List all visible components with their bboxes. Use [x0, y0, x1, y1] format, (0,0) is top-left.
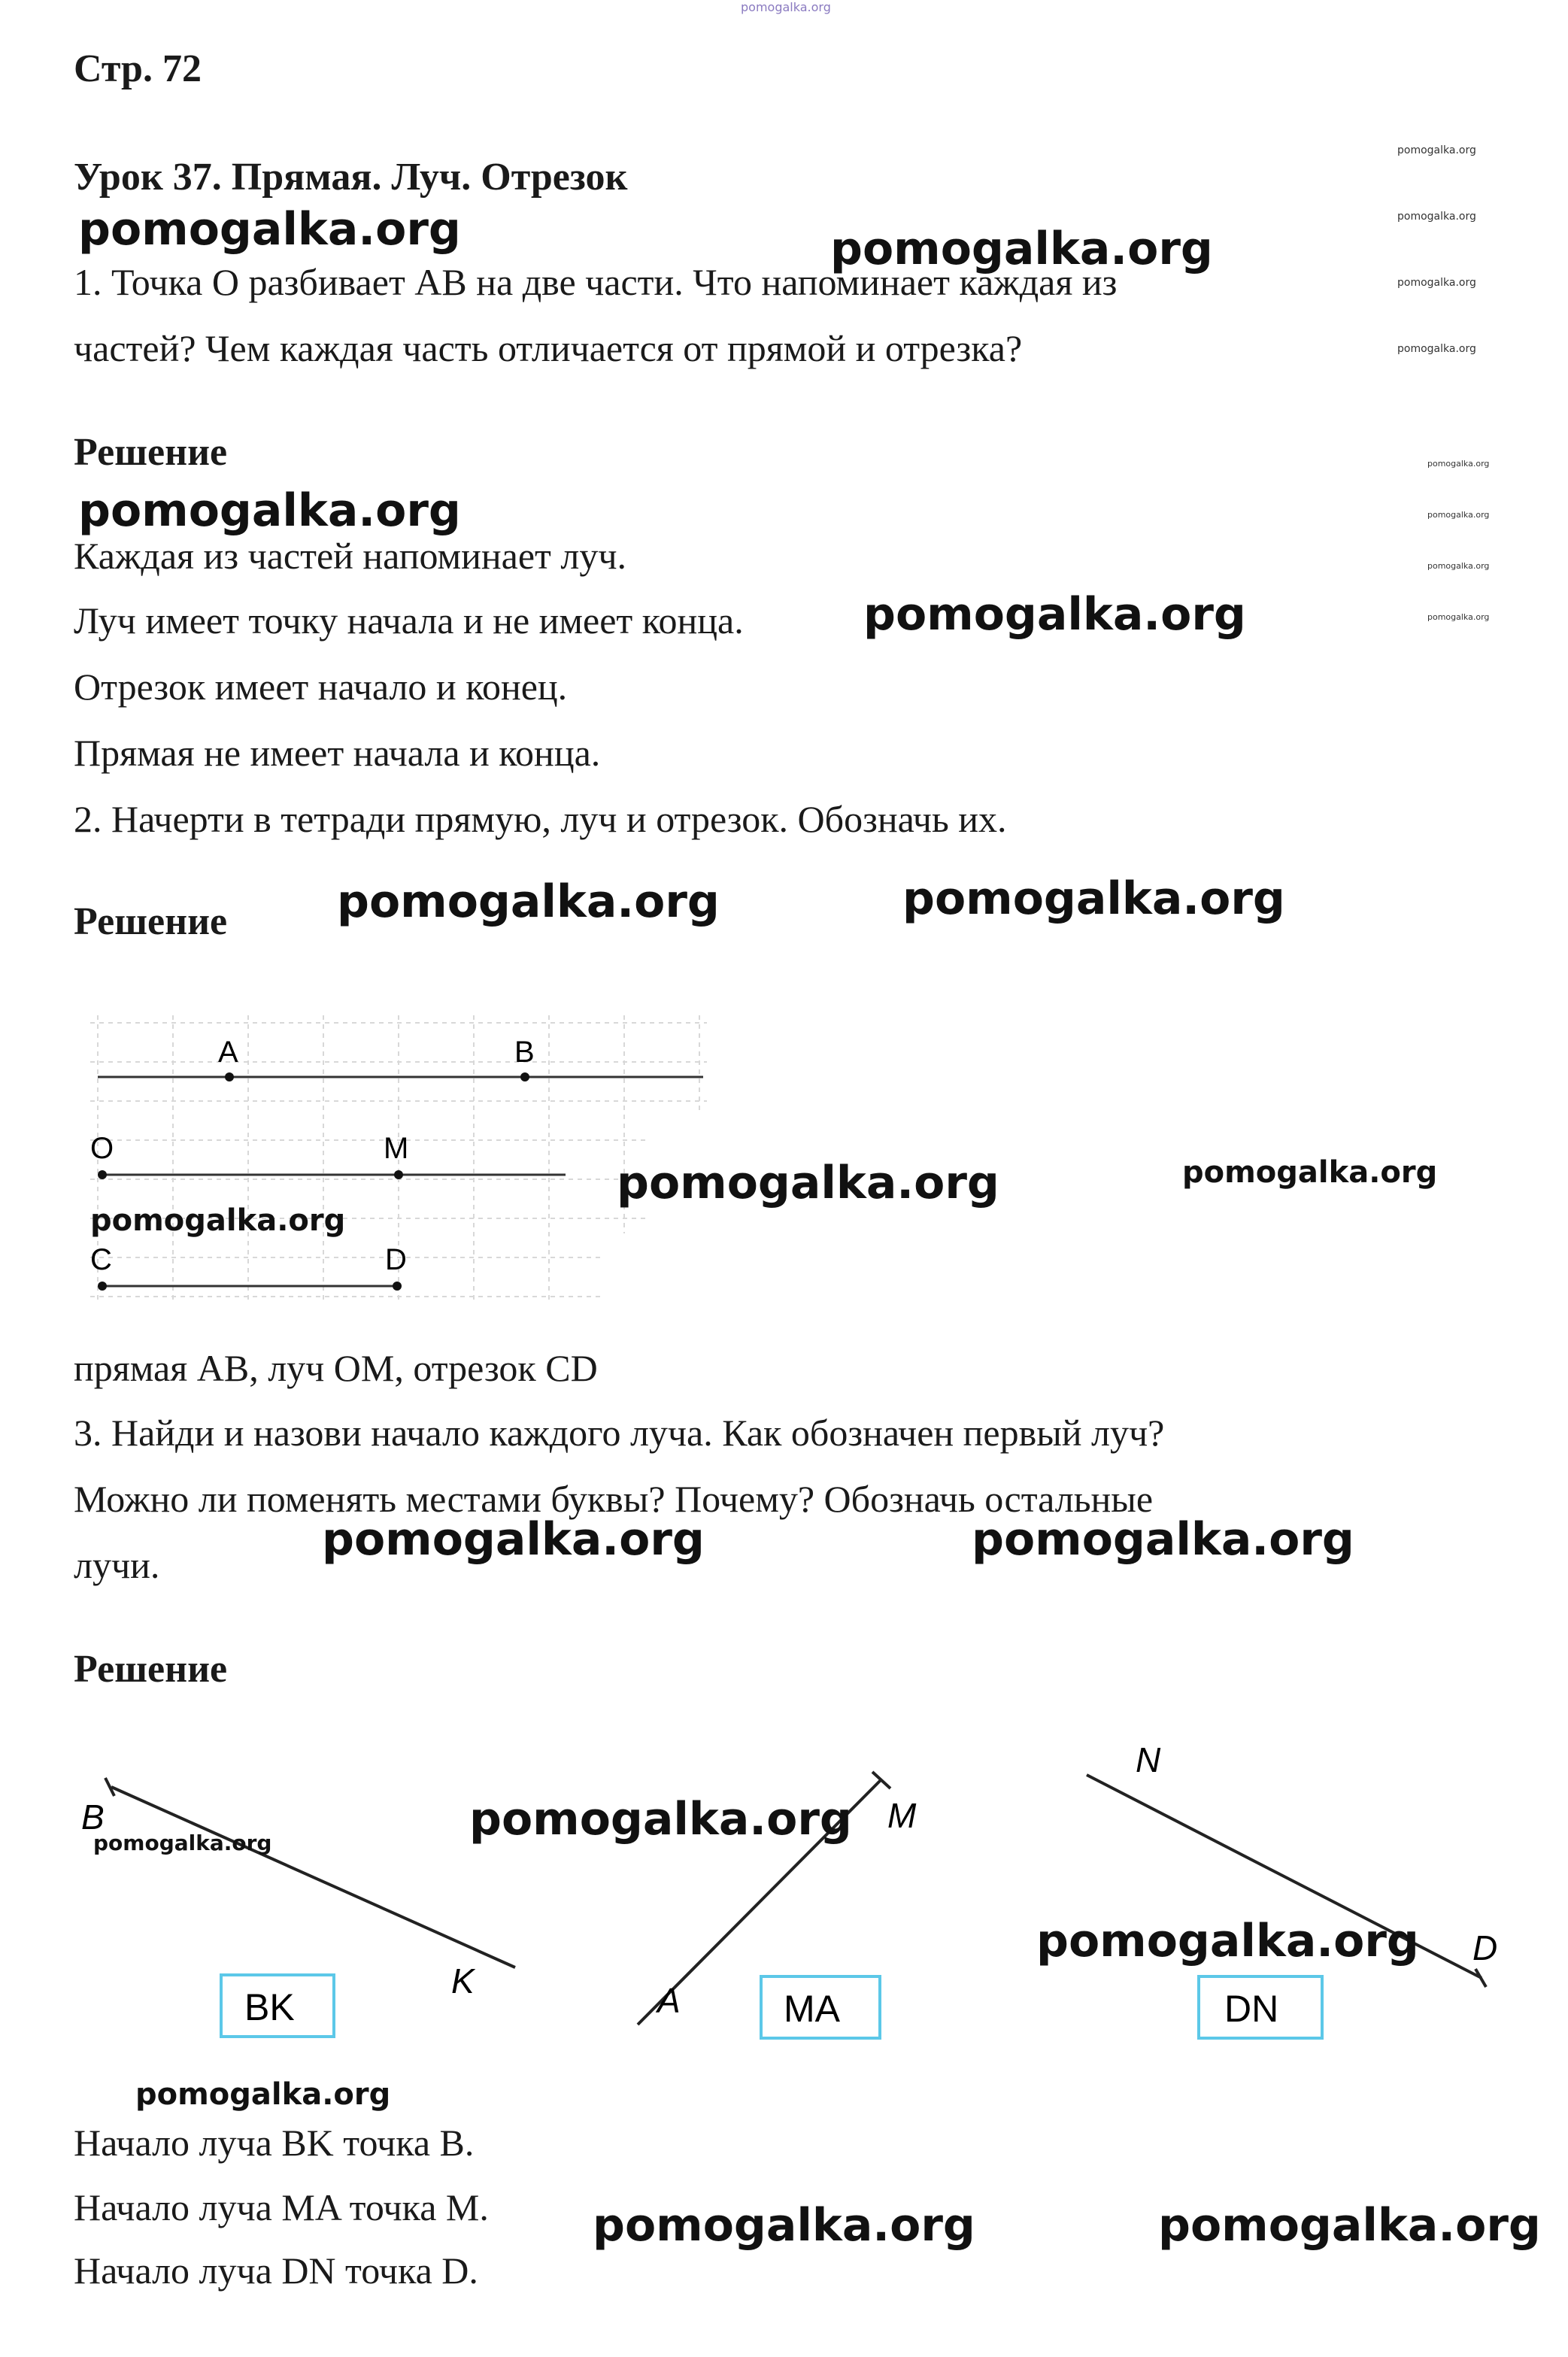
- solution1-line4: Прямая не имеет начала и конца.: [74, 732, 601, 774]
- label-a: A: [218, 1036, 238, 1069]
- label-m: M: [384, 1132, 409, 1165]
- watermark-8: pomogalka.org: [1182, 1155, 1438, 1190]
- solution1-label: Решение: [74, 431, 228, 474]
- task1-line1: 1. Точка O разбивает AB на две части. Что напоминает каждая из: [74, 261, 1118, 303]
- watermark-small-7: pomogalka.org: [1427, 561, 1490, 571]
- label-o: O: [90, 1132, 114, 1165]
- watermark-small-5: pomogalka.org: [1427, 459, 1490, 469]
- ray-bk: [111, 1787, 515, 1967]
- ray-ma-end-label: A: [657, 1981, 681, 2020]
- point-m: [394, 1170, 403, 1179]
- point-c: [98, 1282, 107, 1291]
- watermark-small-8: pomogalka.org: [1427, 612, 1490, 622]
- watermark-small-4: pomogalka.org: [1397, 343, 1476, 355]
- watermark-11: pomogalka.org: [972, 1513, 1354, 1566]
- watermark-2: pomogalka.org: [830, 223, 1213, 275]
- watermark-top: pomogalka.org: [741, 0, 831, 14]
- watermark-3: pomogalka.org: [78, 484, 461, 537]
- label-b: B: [514, 1036, 535, 1069]
- task1-line2: частей? Чем каждая часть отличается от прямой и отрезка?: [74, 327, 1023, 369]
- task3-line3: лучи.: [74, 1544, 160, 1586]
- ray-bk-start-label: B: [81, 1797, 105, 1837]
- answer3-line3: Начало луча DN точка D.: [74, 2249, 478, 2292]
- solution1-line1: Каждая из частей напоминает луч.: [74, 535, 626, 577]
- ray-bk-box-text: BK: [244, 1986, 295, 2028]
- lesson-title: Урок 37. Прямая. Луч. Отрезок: [74, 156, 628, 199]
- watermark-small-3: pomogalka.org: [1397, 277, 1476, 289]
- page-number: Стр. 72: [74, 47, 202, 90]
- watermark-16: pomogalka.org: [593, 2199, 975, 2252]
- watermark-1: pomogalka.org: [78, 203, 461, 256]
- watermark-small-1: pomogalka.org: [1397, 144, 1476, 156]
- watermark-5: pomogalka.org: [337, 875, 720, 928]
- watermark-15: pomogalka.org: [135, 2077, 391, 2112]
- solution1-line3: Отрезок имеет начало и конец.: [74, 666, 568, 708]
- solution3-label: Решение: [74, 1648, 228, 1691]
- watermark-7: pomogalka.org: [617, 1157, 999, 1209]
- watermark-10: pomogalka.org: [322, 1513, 705, 1566]
- watermark-small-2: pomogalka.org: [1397, 211, 1476, 223]
- answer2-text: прямая AB, луч OM, отрезок CD: [74, 1347, 598, 1389]
- ray-dn-end-label: D: [1472, 1928, 1498, 1967]
- solution2-label: Решение: [74, 900, 228, 943]
- point-a: [225, 1072, 234, 1081]
- watermark-4: pomogalka.org: [863, 588, 1246, 641]
- label-c: C: [90, 1243, 112, 1276]
- ray-dn-tick: [1475, 1969, 1486, 1987]
- answer3-line1: Начало луча BK точка B.: [74, 2122, 475, 2164]
- ray-ma-box-text: MA: [784, 1988, 840, 2030]
- watermark-12: pomogalka.org: [469, 1793, 852, 1846]
- task3-line2: Можно ли поменять местами буквы? Почему? Обозначь остальные: [74, 1478, 1154, 1520]
- watermark-small-6: pomogalka.org: [1427, 510, 1490, 520]
- point-b: [520, 1072, 529, 1081]
- point-o: [98, 1170, 107, 1179]
- watermark-9: pomogalka.org: [90, 1203, 346, 1238]
- task2-text: 2. Начерти в тетради прямую, луч и отрезок. Обозначь их.: [74, 798, 1007, 840]
- watermark-6: pomogalka.org: [902, 872, 1285, 925]
- task3-line1: 3. Найди и назови начало каждого луча. Как обозначен первый луч?: [74, 1412, 1165, 1454]
- label-d: D: [385, 1243, 407, 1276]
- ray-ma-start-label: M: [887, 1796, 917, 1835]
- ray-bk-end-label: K: [451, 1961, 475, 2001]
- watermark-14: pomogalka.org: [1036, 1915, 1419, 1967]
- solution1-line2: Луч имеет точку начала и не имеет конца.: [74, 599, 744, 642]
- figure-rays: [0, 1730, 1568, 2061]
- ray-dn-box-text: DN: [1224, 1988, 1279, 2030]
- ray-dn-start-label: N: [1136, 1740, 1161, 1779]
- point-d: [393, 1282, 402, 1291]
- answer3-line2: Начало луча MA точка M.: [74, 2186, 489, 2228]
- watermark-13: pomogalka.org: [93, 1831, 272, 1855]
- watermark-17: pomogalka.org: [1158, 2199, 1541, 2252]
